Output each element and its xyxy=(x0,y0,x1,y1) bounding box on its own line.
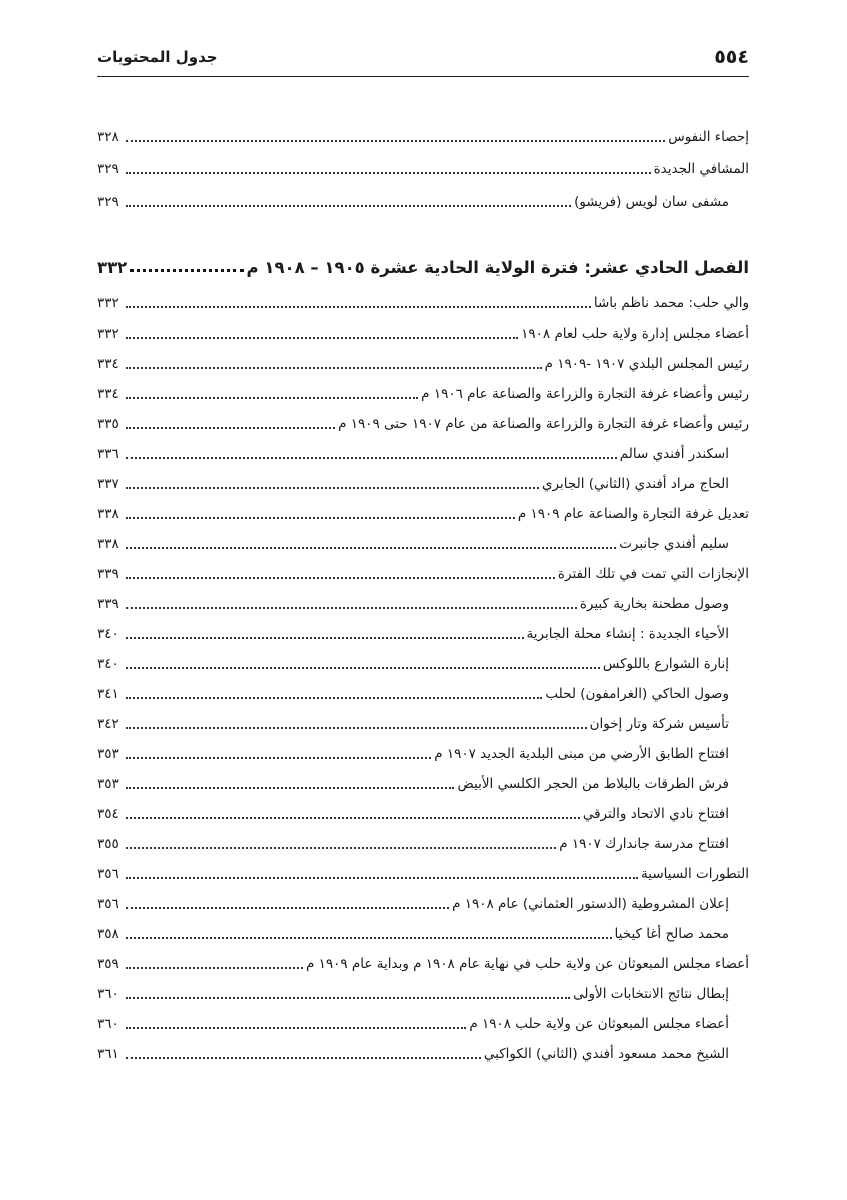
toc-entry-title: إعلان المشروطية (الدستور العثماني) عام ١٩٠٨ م xyxy=(452,896,729,912)
dot-leader xyxy=(130,269,243,272)
toc-entry-page: ٣٤٢ xyxy=(97,716,119,732)
toc-entry-title: التطورات السياسية xyxy=(641,866,749,882)
toc-entry-title: رئيس وأعضاء غرفة التجارة والزراعة والصناعة من عام ١٩٠٧ حتى ١٩٠٩ م xyxy=(338,416,749,432)
toc-entry[interactable] xyxy=(97,407,749,433)
toc-entry-page: ٣٥٦ xyxy=(97,896,119,912)
toc-entry-page: ٣٣٨ xyxy=(97,506,119,522)
toc-entry[interactable] xyxy=(97,737,749,763)
toc-entry-title: اسكندر أفندي سالم xyxy=(619,446,729,462)
toc-entry[interactable] xyxy=(97,707,749,733)
toc-entry[interactable] xyxy=(97,917,749,943)
toc-entry[interactable] xyxy=(97,185,749,211)
toc-entry[interactable] xyxy=(97,497,749,523)
dot-leader xyxy=(126,637,524,639)
toc-entry-title: افتتاح نادي الاتحاد والترقي xyxy=(582,806,729,822)
dot-leader xyxy=(126,140,665,142)
toc-entry-title: محمد صالح أغا كيخيا xyxy=(614,926,729,942)
toc-entry-page: ٣٦١ xyxy=(97,1046,119,1062)
dot-leader xyxy=(126,667,600,669)
toc-entry-title: الأحياء الجديدة : إنشاء محلة الجابرية xyxy=(526,626,729,642)
toc-entry-title: افتتاح مدرسة جاندارك ١٩٠٧ م xyxy=(559,836,729,852)
toc-entry-page: ٣٣٢ xyxy=(97,326,119,342)
toc-entry-title: إنارة الشوارع باللوكس xyxy=(602,656,729,672)
toc-entry[interactable] xyxy=(97,120,749,146)
toc-entry-page: ٣٣٧ xyxy=(97,476,119,492)
toc-entry-title: إحصاء النفوس xyxy=(668,129,749,145)
dot-leader xyxy=(126,427,335,429)
toc-entry[interactable] xyxy=(97,827,749,853)
toc-entry-title: أعضاء مجلس المبعوثان عن ولاية حلب ١٩٠٨ م xyxy=(469,1016,729,1032)
toc-entry-title: فرش الطرقات بالبلاط من الحجر الكلسي الأبيض xyxy=(457,776,729,792)
toc-entry-page: ٣٣٤ xyxy=(97,386,119,402)
toc-entry-page: ٣٣٨ xyxy=(97,536,119,552)
toc-entry-page: ٣٥٨ xyxy=(97,926,119,942)
toc-entry[interactable] xyxy=(97,587,749,613)
toc-entry-page: ٣٥٥ xyxy=(97,836,119,852)
toc-entry[interactable] xyxy=(97,767,749,793)
toc-entry-page: ٣٣٥ xyxy=(97,416,119,432)
page-header xyxy=(97,42,749,77)
toc-entry-title: وصول الحاكي (الغرامفون) لحلب xyxy=(545,686,729,702)
toc-entry[interactable] xyxy=(97,286,749,312)
toc-entry-page: ٣٤١ xyxy=(97,686,119,702)
toc-entry[interactable] xyxy=(97,437,749,463)
toc-entry-page: ٣٥٦ xyxy=(97,866,119,882)
toc-entry[interactable] xyxy=(97,527,749,553)
toc-entry[interactable] xyxy=(97,947,749,973)
dot-leader xyxy=(126,997,570,999)
toc-entry-title: والي حلب: محمد ناظم باشا xyxy=(593,295,749,311)
dot-leader xyxy=(126,172,651,174)
toc-entry-page: ٣٢٩ xyxy=(97,194,119,210)
toc-entry[interactable] xyxy=(97,557,749,583)
dot-leader xyxy=(126,1027,466,1029)
toc-entry-page: ٣٣٤ xyxy=(97,356,119,372)
toc-entry-page: ٣٣٦ xyxy=(97,446,119,462)
toc-entry-page: ٣٥٣ xyxy=(97,746,119,762)
running-title: جدول المحتويات xyxy=(97,48,218,66)
toc-entry-title: الشيخ محمد مسعود أفندي (الثاني) الكواكبي xyxy=(483,1046,729,1062)
toc-entry[interactable] xyxy=(97,152,749,178)
chapter-page: ٣٣٢ xyxy=(97,258,128,277)
toc-entry-page: ٣٢٩ xyxy=(97,161,119,177)
dot-leader xyxy=(126,397,418,399)
toc-entry-page: ٣٣٩ xyxy=(97,596,119,612)
toc-entry-page: ٣٥٣ xyxy=(97,776,119,792)
toc-entry-title: تعديل غرفة التجارة والصناعة عام ١٩٠٩ م xyxy=(517,506,749,522)
toc-entry[interactable] xyxy=(97,647,749,673)
toc-entry[interactable] xyxy=(97,677,749,703)
toc-entry-page: ٣٥٤ xyxy=(97,806,119,822)
toc-entry-title: المشافي الجديدة xyxy=(653,161,749,177)
toc-entry[interactable] xyxy=(97,347,749,373)
chapter-title: الفصل الحادي عشر: فترة الولاية الحادية عشرة ١٩٠٥ – ١٩٠٨ م xyxy=(246,258,749,277)
dot-leader xyxy=(126,757,431,759)
dot-leader xyxy=(126,367,542,369)
toc-entry[interactable] xyxy=(97,857,749,883)
toc-entry[interactable] xyxy=(97,1037,749,1063)
toc-entry-page: ٣٥٩ xyxy=(97,956,119,972)
dot-leader xyxy=(126,907,449,909)
dot-leader xyxy=(126,877,638,879)
toc-entry-page: ٣٤٠ xyxy=(97,656,119,672)
chapter-heading[interactable] xyxy=(97,246,749,276)
toc-entry[interactable] xyxy=(97,977,749,1003)
dot-leader xyxy=(126,205,571,207)
toc-entry-page: ٣٤٠ xyxy=(97,626,119,642)
toc-entry-title: تأسيس شركة وتار إخوان xyxy=(589,716,729,732)
toc-entry[interactable] xyxy=(97,467,749,493)
toc-entry-title: مشفى سان لويس (فريشو) xyxy=(574,194,729,210)
dot-leader xyxy=(126,967,303,969)
toc-entry-page: ٣٦٠ xyxy=(97,986,119,1002)
toc-entry-page: ٣٦٠ xyxy=(97,1016,119,1032)
toc-entry[interactable] xyxy=(97,617,749,643)
toc-entry-title: رئيس المجلس البلدي ١٩٠٧ -١٩٠٩ م xyxy=(544,356,749,372)
toc-entry-title: إبطال نتائج الانتخابات الأولى xyxy=(573,986,729,1002)
toc-entry[interactable] xyxy=(97,317,749,343)
dot-leader xyxy=(126,337,518,339)
toc-entry-title: أعضاء مجلس إدارة ولاية حلب لعام ١٩٠٨ xyxy=(521,326,749,342)
dot-leader xyxy=(126,487,539,489)
toc-entry-title: رئيس وأعضاء غرفة التجارة والزراعة والصناعة عام ١٩٠٦ م xyxy=(421,386,749,402)
toc-entry-title: الإنجازات التي تمت في تلك الفترة xyxy=(557,566,749,582)
dot-leader xyxy=(126,547,616,549)
toc-entry-title: وصول مطحنة بخارية كبيرة xyxy=(579,596,729,612)
toc-entry-page: ٣٣٢ xyxy=(97,295,119,311)
dot-leader xyxy=(126,1057,481,1059)
dot-leader xyxy=(126,817,580,819)
toc-entry-title: الحاج مراد أفندي (الثاني) الجابري xyxy=(541,476,729,492)
dot-leader xyxy=(126,847,556,849)
dot-leader xyxy=(126,306,591,308)
dot-leader xyxy=(126,727,587,729)
dot-leader xyxy=(126,577,555,579)
toc-entry-page: ٣٣٩ xyxy=(97,566,119,582)
toc-entry[interactable] xyxy=(97,377,749,403)
dot-leader xyxy=(126,607,577,609)
toc-entry[interactable] xyxy=(97,887,749,913)
dot-leader xyxy=(126,937,612,939)
toc-entry-page: ٣٢٨ xyxy=(97,129,119,145)
dot-leader xyxy=(126,517,515,519)
dot-leader xyxy=(126,787,454,789)
toc-entry[interactable] xyxy=(97,797,749,823)
toc-entry-title: افتتاح الطابق الأرضي من مبنى البلدية الجديد ١٩٠٧ م xyxy=(434,746,729,762)
toc-entry-title: أعضاء مجلس المبعوثان عن ولاية حلب في نهاية عام ١٩٠٨ م وبداية عام ١٩٠٩ م xyxy=(305,956,749,972)
page-number: ٥٥٤ xyxy=(714,46,749,68)
toc-entry[interactable] xyxy=(97,1007,749,1033)
toc-entry-title: سليم أفندي جانبرت xyxy=(619,536,729,552)
dot-leader xyxy=(126,457,617,459)
dot-leader xyxy=(126,697,542,699)
